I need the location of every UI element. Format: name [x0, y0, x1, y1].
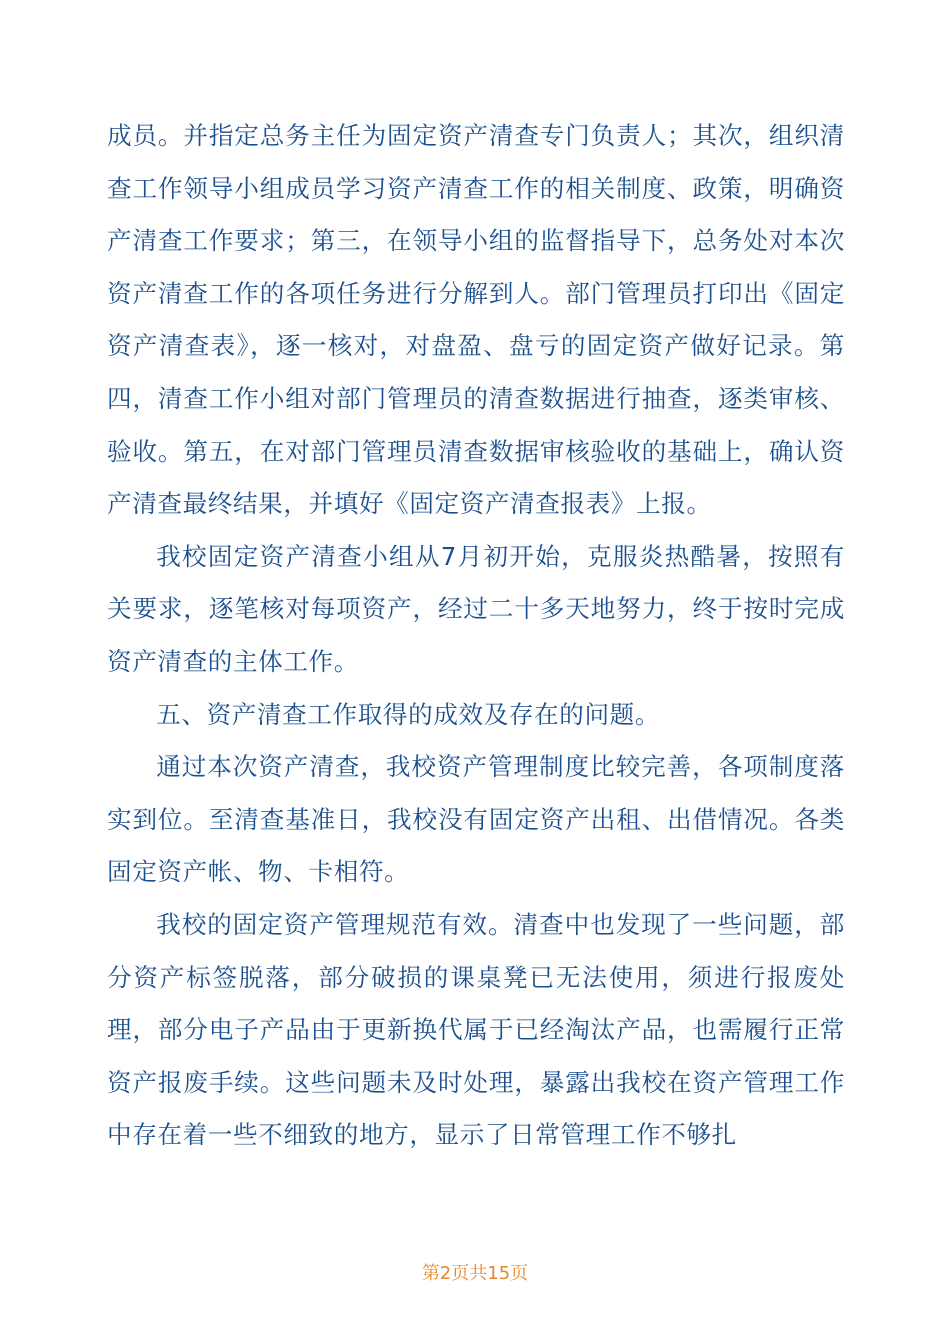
document-body — [107, 110, 845, 1162]
section-heading-5: 五、资产清查工作取得的成效及存在的问题。 — [156, 699, 661, 729]
paragraph-1: 成员。并指定总务主任为固定资产清查专门负责人；其次，组织清查工作领导小组成员学习资产清查工作的相关制度、政策，明确资产清查工作要求；第三，在领导小组的监督指导下，总务处对本次资产清查工作的各项任务进行分解到人。部门管理员打印出《固定资产清查表》，逐一核对，对盘盈、盘亏的固定资产做好记录。第四，清查工作小组对部门管理员的清查数据进行抽查，逐类审核、验收。第五，在对部门管理员清查数据审核验收的基础上，确认资产清查最终结果，并填好《固定资产清查报表》上报。 — [107, 121, 845, 519]
paragraph-4: 我校的固定资产管理规范有效。清查中也发现了一些问题，部分资产标签脱落，部分破损的课桌凳已无法使用，须进行报废处理，部分电子产品由于更新换代属于已经淘汰产品，也需履行正常资产报废手续。这些问题未及时处理，暴露出我校在资产管理工作中存在着一些不细致的地方，显示了日常管理工作不够扎 — [107, 909, 845, 1150]
paragraph-2: 我校固定资产清查小组从7月初开始，克服炎热酷暑，按照有关要求，逐笔核对每项资产，经过二十多天地努力，终于按时完成资产清查的主体工作。 — [107, 541, 845, 676]
page-number-footer: 第2页共15页 — [421, 1263, 529, 1284]
paragraph-3: 通过本次资产清查，我校资产管理制度比较完善，各项制度落实到位。至清查基准日，我校没有固定资产出租、出借情况。各类固定资产帐、物、卡相符。 — [107, 752, 845, 887]
